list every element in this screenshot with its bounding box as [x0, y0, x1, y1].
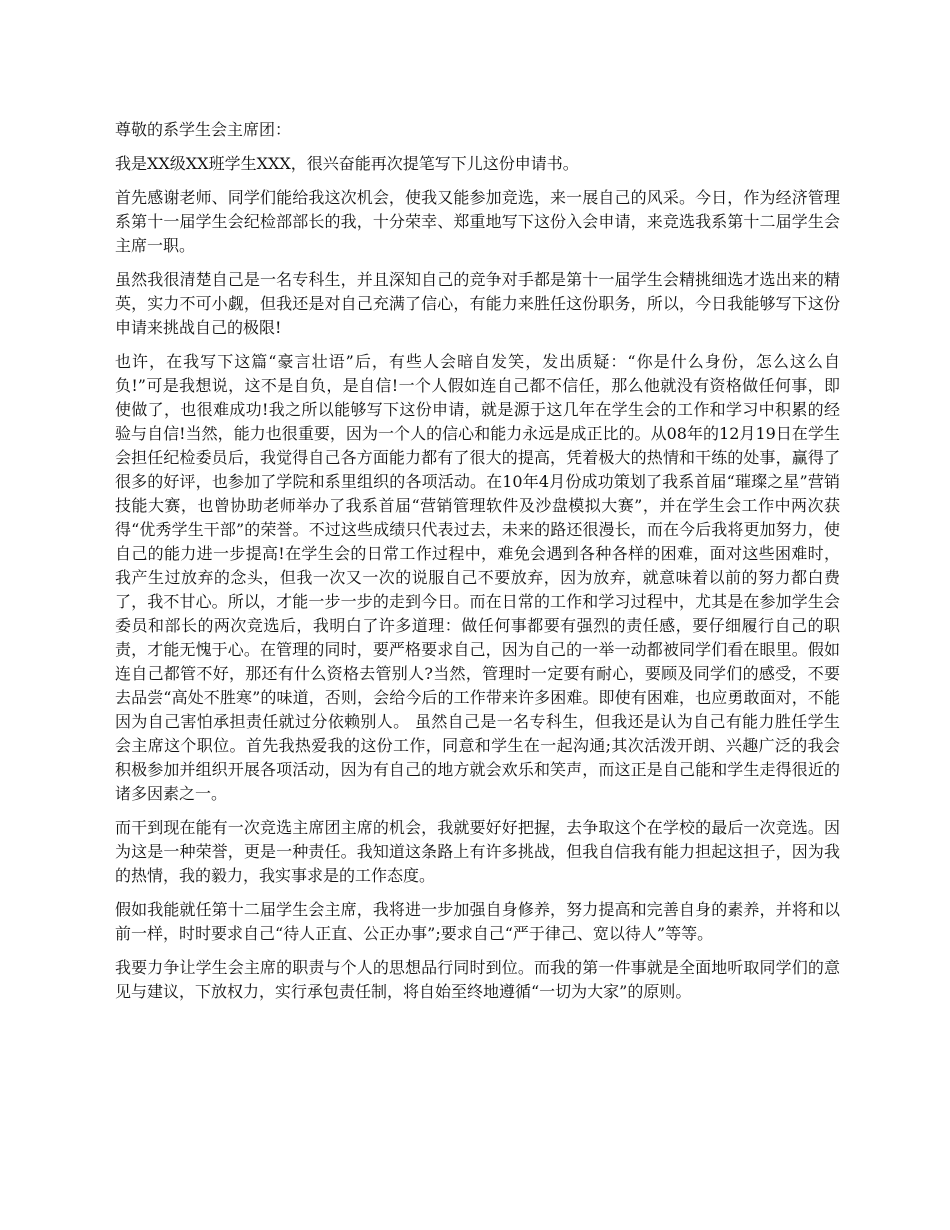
paragraph-confidence: 虽然我很清楚自己是一名专科生，并且深知自己的竞争对手都是第十一届学生会精挑细选才选出来的精英，实力不可小觑，但我还是对自己充满了信心，有能力来胜任这份职务，所以，今日我能够写下这份申请来挑战自己的极限!	[115, 270, 840, 337]
paragraph-plan: 假如我能就任第十二届学生会主席，我将进一步加强自身修养，努力提高和完善自身的素养，并将和以前一样，时时要求自己“待人正直、公正办事”;要求自己“严于律己、宽以待人”等等。	[115, 900, 840, 943]
paragraph-experience: 也许，在我写下这篇“豪言壮语”后，有些人会暗自发笑，发出质疑：“你是什么身份，怎么这么自负!”可是我想说，这不是自负，是自信!一个人假如连自己都不信任，那么他就没有资格做任何事，即使做了，也很难成功!我之所以能够写下这份申请，就是源于这几年在学生会的工作和学习中积累的经验与自信!当然，能力也很重要，因为一个人的信心和能力永远是成正比的。从08年的12月19日在学生会担任纪检委员后，我觉得自己各方面能力都有了很大的提高，凭着极大的热情和干练的处事，赢得了很多的好评，也参加了学院和系里组织的各项活动。在10年4月份成功策划了我系首届“璀璨之星”营销技能大赛，也曾协助老师举办了我系首届“营销管理软件及沙盘模拟大赛”，并在学生会工作中两次获得“优秀学生干部”的荣誉。不过这些成绩只代表过去，未来的路还很漫长，而在今后我将更加努力，使自己的能力进一步提高!在学生会的日常工作过程中，难免会遇到各种各样的困难，面对这些困难时，我产生过放弃的念头，但我一次又一次的说服自己不要放弃，因为放弃，就意味着以前的努力都白费了，我不甘心。所以，才能一步一步的走到今日。而在日常的工作和学习过程中，尤其是在参加学生会委员和部长的两次竞选后，我明白了许多道理：做任何事都要有强烈的责任感，要仔细履行自己的职责，才能无愧于心。在管理的同时，要严格要求自己，因为自己的一举一动都被同学们看在眼里。假如连自己都管不好，那还有什么资格去管别人?当然，管理时一定要有耐心，要顾及同学们的感受，不要去品尝“高处不胜寒”的味道，否则，会给今后的工作带来许多困难。即使有困难，也应勇敢面对，不能因为自己害怕承担责任就过分依赖别人。 虽然自己是一名专科生，但我还是认为自己有能力胜任学生会主席这个职位。首先我热爱我的这份工作，同意和学生在一起沟通;其次活泼开朗、兴趣广泛的我会积极参加并组织开展各项活动，因为有自己的地方就会欢乐和笑声，而这正是自己能和学生走得很近的诸多因素之一。	[115, 352, 840, 803]
salutation: 尊敬的系学生会主席团：	[115, 120, 292, 139]
paragraph-duty: 我要力争让学生会主席的职责与个人的思想品行同时到位。而我的第一件事就是全面地听取同学们的意见与建议，下放权力，实行承包责任制，将自始至终地遵循“一切为大家”的原则。	[115, 958, 840, 1001]
document-page	[115, 118, 840, 1014]
paragraph-thanks: 首先感谢老师、同学们能给我这次机会，使我又能参加竞选，来一展自己的风采。今日，作为经济管理系第十一届学生会纪检部部长的我，十分荣幸、郑重地写下这份入会申请，来竞选我系第十二届学生会主席一职。	[115, 188, 840, 255]
paragraph-intro: 我是XX级XX班学生XXX，很兴奋能再次提笔写下儿这份申请书。	[115, 154, 579, 173]
paragraph-opportunity: 而干到现在能有一次竞选主席团主席的机会，我就要好好把握，去争取这个在学校的最后一次竞选。因为这是一种荣誉，更是一种责任。我知道这条路上有许多挑战，但我自信我有能力担起这担子，因为我的热情，我的毅力，我实事求是的工作态度。	[115, 818, 840, 885]
